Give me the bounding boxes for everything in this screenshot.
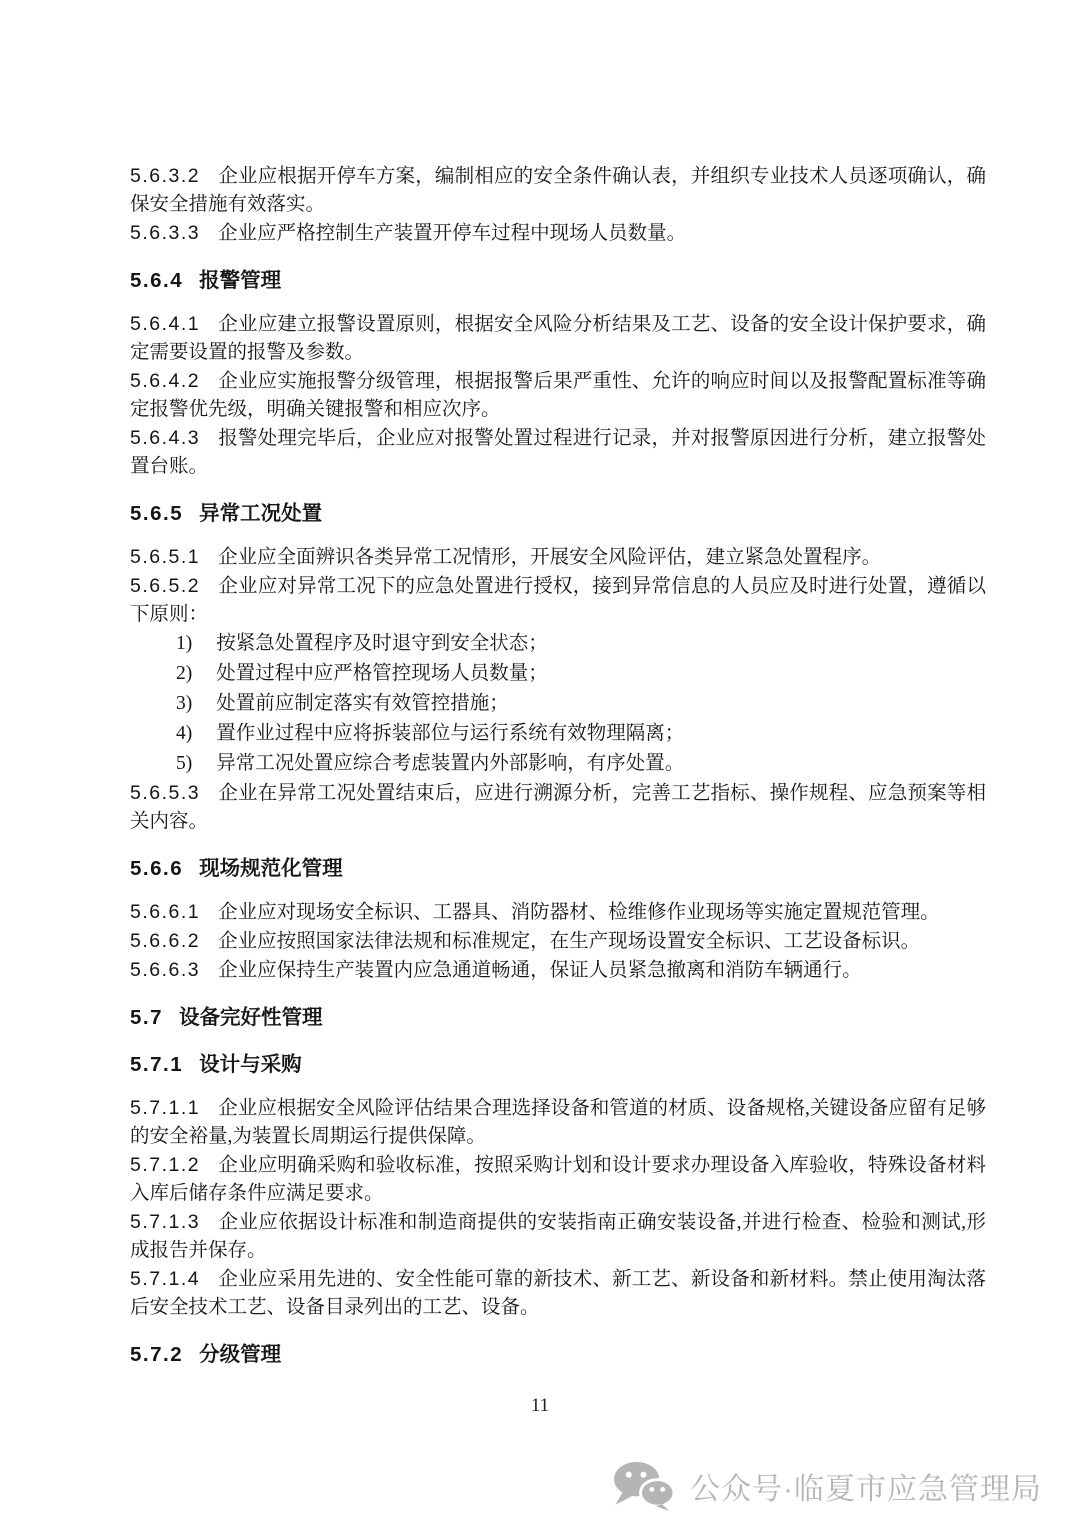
page-number: 11 (530, 1395, 550, 1416)
section-number: 5.6.5.3 (130, 782, 201, 804)
section-number: 5.6.6.1 (130, 901, 201, 923)
section-heading (130, 1341, 986, 1369)
paragraph-text: 企业应对现场安全标识、工器具、消防器材、检维修作业现场等实施定置规范管理。 (218, 902, 940, 923)
list-item (130, 659, 986, 689)
section-number: 5.6.3.2 (130, 165, 201, 187)
list-item-number: 3) (176, 693, 193, 714)
list-item (130, 749, 986, 779)
section-heading (130, 500, 986, 528)
list-item-number: 4) (176, 723, 193, 744)
list-item-text: 处置前应制定落实有效管控措施； (216, 693, 509, 714)
section-number: 5.7.2 (130, 1343, 184, 1366)
paragraph (130, 1151, 986, 1208)
section-heading (130, 1051, 986, 1079)
list-item (130, 719, 986, 749)
section-number: 5.6.4.1 (130, 313, 201, 335)
paragraph (130, 367, 986, 424)
section-number: 5.6.6.3 (130, 959, 201, 981)
section-number: 5.7.1.3 (130, 1211, 201, 1233)
paragraph (130, 424, 986, 481)
paragraph (130, 779, 986, 836)
paragraph-text: 企业应依据设计标准和制造商提供的安装指南正确安装设备,并进行检查、检验和测试,形成报告并保存。 (130, 1212, 986, 1261)
section-title: 设计与采购 (199, 1053, 302, 1076)
paragraph-text: 企业应采用先进的、安全性能可靠的新技术、新工艺、新设备和新材料。禁止使用淘汰落后安全技术工艺、设备目录列出的工艺、设备。 (130, 1269, 986, 1318)
wechat-icon (612, 1460, 675, 1512)
paragraph (130, 543, 986, 572)
list-item-text: 按紧急处置程序及时退守到安全状态； (216, 633, 548, 654)
paragraph-text: 企业应按照国家法律法规和标准规定，在生产现场设置安全标识、工艺设备标识。 (218, 931, 921, 952)
watermark-text: 公众号·临夏市应急管理局 (690, 1473, 1042, 1506)
paragraph-text: 企业应明确采购和验收标准，按照采购计划和设计要求办理设备入库验收，特殊设备材料入库后储存条件应满足要求。 (130, 1155, 986, 1204)
paragraph (130, 310, 986, 367)
section-number: 5.7 (130, 1006, 163, 1029)
section-number: 5.7.1 (130, 1053, 184, 1076)
paragraph-text: 企业在异常工况处置结束后，应进行溯源分析，完善工艺指标、操作规程、应急预案等相关内容。 (130, 783, 986, 832)
paragraph (130, 572, 986, 629)
section-number: 5.7.1.4 (130, 1268, 201, 1290)
paragraph-text: 报警处理完毕后，企业应对报警处置过程进行记录，并对报警原因进行分析，建立报警处置台账。 (130, 428, 986, 477)
section-title: 现场规范化管理 (199, 857, 343, 880)
paragraph (130, 927, 986, 956)
section-title: 设备完好性管理 (179, 1006, 323, 1029)
section-number: 5.7.1.2 (130, 1154, 201, 1176)
list-item (130, 689, 986, 719)
section-number: 5.6.6.2 (130, 930, 201, 952)
watermark (612, 1460, 1042, 1512)
paragraph-text: 企业应根据开停车方案，编制相应的安全条件确认表，并组织专业技术人员逐项确认，确保安全措施有效落实。 (130, 166, 986, 215)
list-item (130, 629, 986, 659)
paragraph-text: 企业应严格控制生产装置开停车过程中现场人员数量。 (218, 223, 687, 244)
section-number: 5.6.3.3 (130, 222, 201, 244)
section-number: 5.6.6 (130, 857, 184, 880)
section-title: 异常工况处置 (199, 502, 323, 525)
section-number: 5.6.5 (130, 502, 184, 525)
paragraph (130, 1265, 986, 1322)
section-title: 报警管理 (199, 269, 282, 292)
section-number: 5.6.5.2 (130, 575, 201, 597)
list-item-number: 5) (176, 753, 193, 774)
paragraph-text: 企业应建立报警设置原则，根据安全风险分析结果及工艺、设备的安全设计保护要求，确定需要设置的报警及参数。 (130, 314, 986, 363)
paragraph (130, 1094, 986, 1151)
paragraph (130, 219, 986, 248)
section-number: 5.6.4 (130, 269, 184, 292)
paragraph-text: 企业应对异常工况下的应急处置进行授权，接到异常信息的人员应及时进行处置，遵循以下原则： (130, 576, 986, 625)
list-item-number: 2) (176, 663, 193, 684)
paragraph-text: 企业应全面辨识各类异常工况情形，开展安全风险评估，建立紧急处置程序。 (218, 547, 882, 568)
paragraph (130, 956, 986, 985)
section-number: 5.7.1.1 (130, 1097, 201, 1119)
section-title: 分级管理 (199, 1343, 282, 1366)
paragraph (130, 162, 986, 219)
section-number: 5.6.4.3 (130, 427, 201, 449)
paragraph-text: 企业应保持生产装置内应急通道畅通，保证人员紧急撤离和消防车辆通行。 (218, 960, 862, 981)
document-content (130, 162, 986, 1384)
section-number: 5.6.5.1 (130, 546, 201, 568)
paragraph-text: 企业应根据安全风险评估结果合理选择设备和管道的材质、设备规格,关键设备应留有足够的安全裕量,为装置长周期运行提供保障。 (130, 1098, 986, 1147)
paragraph (130, 898, 986, 927)
paragraph-text: 企业应实施报警分级管理，根据报警后果严重性、允许的响应时间以及报警配置标准等确定报警优先级，明确关键报警和相应次序。 (130, 371, 986, 420)
paragraph (130, 1208, 986, 1265)
list-item-text: 异常工况处置应综合考虑装置内外部影响，有序处置。 (216, 753, 685, 774)
section-heading (130, 1004, 986, 1032)
list-item-text: 置作业过程中应将拆装部位与运行系统有效物理隔离； (216, 723, 685, 744)
section-heading (130, 267, 986, 295)
section-heading (130, 855, 986, 883)
list-item-number: 1) (176, 633, 193, 654)
list-item-text: 处置过程中应严格管控现场人员数量； (216, 663, 548, 684)
section-number: 5.6.4.2 (130, 370, 201, 392)
